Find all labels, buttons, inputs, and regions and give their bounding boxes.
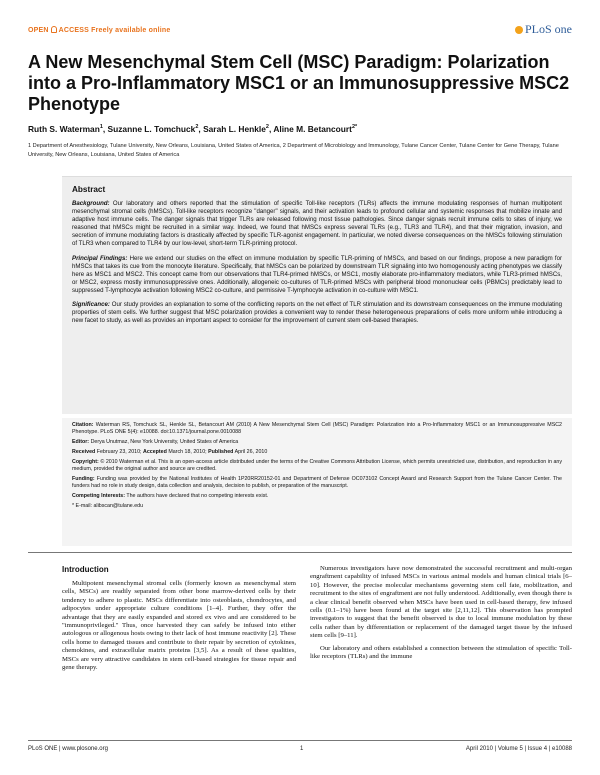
- dates: Received February 23, 2010; Accepted March 18, 2010; Published April 26, 2010: [72, 449, 268, 455]
- author: Sarah L. Henkle: [203, 124, 266, 134]
- journal-logo: PLoS one: [515, 22, 572, 37]
- email: * E-mail: alibscan@tulane.edu: [72, 503, 144, 509]
- page-number: 1: [300, 746, 304, 752]
- left-column: [62, 565, 296, 672]
- author-list: Ruth S. Waterman$^1$, Suzanne L. Tomchuck$^2$, Sarah L. Henkle$^2$, Aline M. Betancourt$^{2*}$: [28, 124, 358, 134]
- right-column: [310, 565, 572, 661]
- abstract-significance: Significance: Our study provides an explanation to some of the conflicting reports on the net effect of TLR stimulation and its downstream consequences on the immune modulating properties of stem cells. We further suggest that MSC polarization provides a convenient way to render these heterogeneous preparations of cells more uniform while introducing a new facet to study, as well as provides an important aspect to consider for the improvement of current stem cell-based therapies.: [72, 301, 562, 325]
- copyright: Copyright: © 2010 Waterman et al. This is an open-access article distributed under the terms of the Creative Commons Attribution License, which permits unrestricted use, distribution, and reproduction in any medium, provided the original author and source are credited.: [72, 459, 562, 472]
- divider: [28, 552, 572, 553]
- author: Ruth S. Waterman: [28, 124, 100, 134]
- intro-heading: Introduction: [62, 565, 109, 574]
- body-paragraph: Multipotent mesenchymal stromal cells (formerly known as mesenchymal stem cells, MSCs) are readily separated from other bone marrow-derived cells by their tendency to adhere to plastic. MSCs differentiate into osteoblasts, chondrocytes, and adipocytes under appropriate culture conditions [1–4]. Further, they offer the advantage that they are easily expanded and stored ex vivo and are considered to be "immunoprivileged." Thus, once harvested they can safely be infused into either autologous or allogenous hosts owing to their lack of host immune reactivity [2]. These cells home to damaged tissues and contribute to their repair by secretion of cytokines, chemokines, and extracellular matrix proteins [3,5]. As a result of these qualities, MSCs are very attractive candidates in stem cell-based strategies for tissue repair and gene therapy.: [62, 580, 296, 672]
- funding: Funding: Funding was provided by the National Institutes of Health 1P20RR20152-01 and Department of Defense OC073102 Concept Award and Research Support from the Tulane Cancer Center. The funders had no role in study design, data collection and analysis, decision to publish, or preparation of the manuscript.: [72, 476, 562, 489]
- article-title: A New Mesenchymal Stem Cell (MSC) Paradigm: Polarization into a Pro-Inflammatory MSC1 or an Immunosuppressive MSC2 Phenotype: [28, 52, 570, 114]
- body-paragraph: Our laboratory and others established a connection between the stimulation of specific Toll-like receptors (TLRs) and the immune: [310, 644, 572, 661]
- abstract-box: [62, 176, 572, 414]
- lock-icon: [51, 26, 57, 33]
- article-metadata: [62, 418, 572, 546]
- editor: Editor: Derya Unutmaz, New York University, United States of America: [72, 439, 239, 445]
- author: Suzanne L. Tomchuck: [107, 124, 196, 134]
- abstract-background: Background: Our laboratory and others reported that the stimulation of specific Toll-like receptors (TLRs) affects the immune modulating responses of human multipotent mesenchymal stromal cells (hMSCs). Toll-like receptors recognize "danger" signals, and their activation leads to profound cellular and systemic responses that mobilize innate and adaptive host immune cells. The danger signals that trigger TLRs are released following most tissue pathologies. Since danger signals recruit immune cells to sites of injury, we reasoned that hMSCs might be recruited in a similar way. Indeed, we found that hMSCs express several TLRs (e.g., TLR3 and TLR4), and that their migration, invasion, and secretion of immune modulating factors is drastically affected by specific TLR-agonist engagement. In particular, we noted diverse consequences on the hMSCs following stimulation of TLR3 when compared to TLR4 by our low-level, short-term TLR-priming protocol.: [72, 200, 562, 248]
- top-bar: [28, 22, 572, 42]
- competing-interests: Competing Interests: The authors have declared that no competing interests exist.: [72, 493, 269, 499]
- abstract-heading: Abstract: [72, 185, 106, 194]
- logo-dot-icon: [515, 26, 523, 34]
- footer-journal: PLoS ONE | www.plosone.org: [28, 746, 108, 752]
- affiliations: 1 Department of Anesthesiology, Tulane University, New Orleans, Louisiana, United States of America, 2 Department of Microbiology and Immunology, Tulane Cancer Center, Tulane Center for Gene Therapy, Tulane University, New Orleans, Louisiana, United States of America: [28, 143, 559, 158]
- author: Aline M. Betancourt: [273, 124, 352, 134]
- abstract-findings: Principal Findings: Here we extend our studies on the effect on immune modulation by specific TLR-priming of hMSCs, and based on our findings, propose a new paradigm for hMSCs that takes its cue from the monocyte literature. Specifically, that hMSCs can be polarized by downstream TLR signaling into two homogenously acting phenotypes we classify here as MSC1 and MSC2. This concept came from our observations that TLR4-primed hMSCs, or MSC1, mostly elaborate pro-inflammatory mediators, while TLR3-primed hMSCs, or MSC2, express mostly immunosuppressive ones. Additionally, allogeneic co-cultures of TLR-primed MSCs with peripheral blood mononuclear cells (PBMCs) predictably lead to suppressed T-lymphocyte activation following MSC2 co-culture, and permissive T-lymphocyte activation in co-culture with MSC1.: [72, 254, 562, 294]
- citation: Citation: Waterman RS, Tomchuck SL, Henkle SL, Betancourt AM (2010) A New Mesenchymal Stem Cell (MSC) Paradigm: Polarization into a Pro-Inflammatory MSC1 or an Immunosuppressive MSC2 Phenotype. PLoS ONE 5(4): e10088. doi:10.1371/journal.pone.0010088: [72, 422, 562, 435]
- footer-issue: April 2010 | Volume 5 | Issue 4 | e10088: [465, 746, 572, 752]
- body-paragraph: Numerous investigators have now demonstrated the successful recruitment and multi-organ engraftment capability of infused MSCs in various animal models and human clinical trials [6–10]. However, the precise molecular mechanisms governing stem cell fate, mobilization, and recruitment to the sites of engraftment are not fully understood. Additionally, even though there is a clear clinical benefit observed when MSCs have been used in cell-based therapy, few infused cells (0.1–1%) have been found at the target site [2,11,12]. This observation has prompted investigators to suggest that the benefit observed is due to local immune modulation by these cells rather than by differentiation or replacement of the damaged target tissue by the infused stem cells [9–11].: [310, 565, 572, 640]
- footer-divider: [28, 740, 572, 741]
- open-access-badge: OPEN ACCESS Freely available online: [28, 27, 171, 34]
